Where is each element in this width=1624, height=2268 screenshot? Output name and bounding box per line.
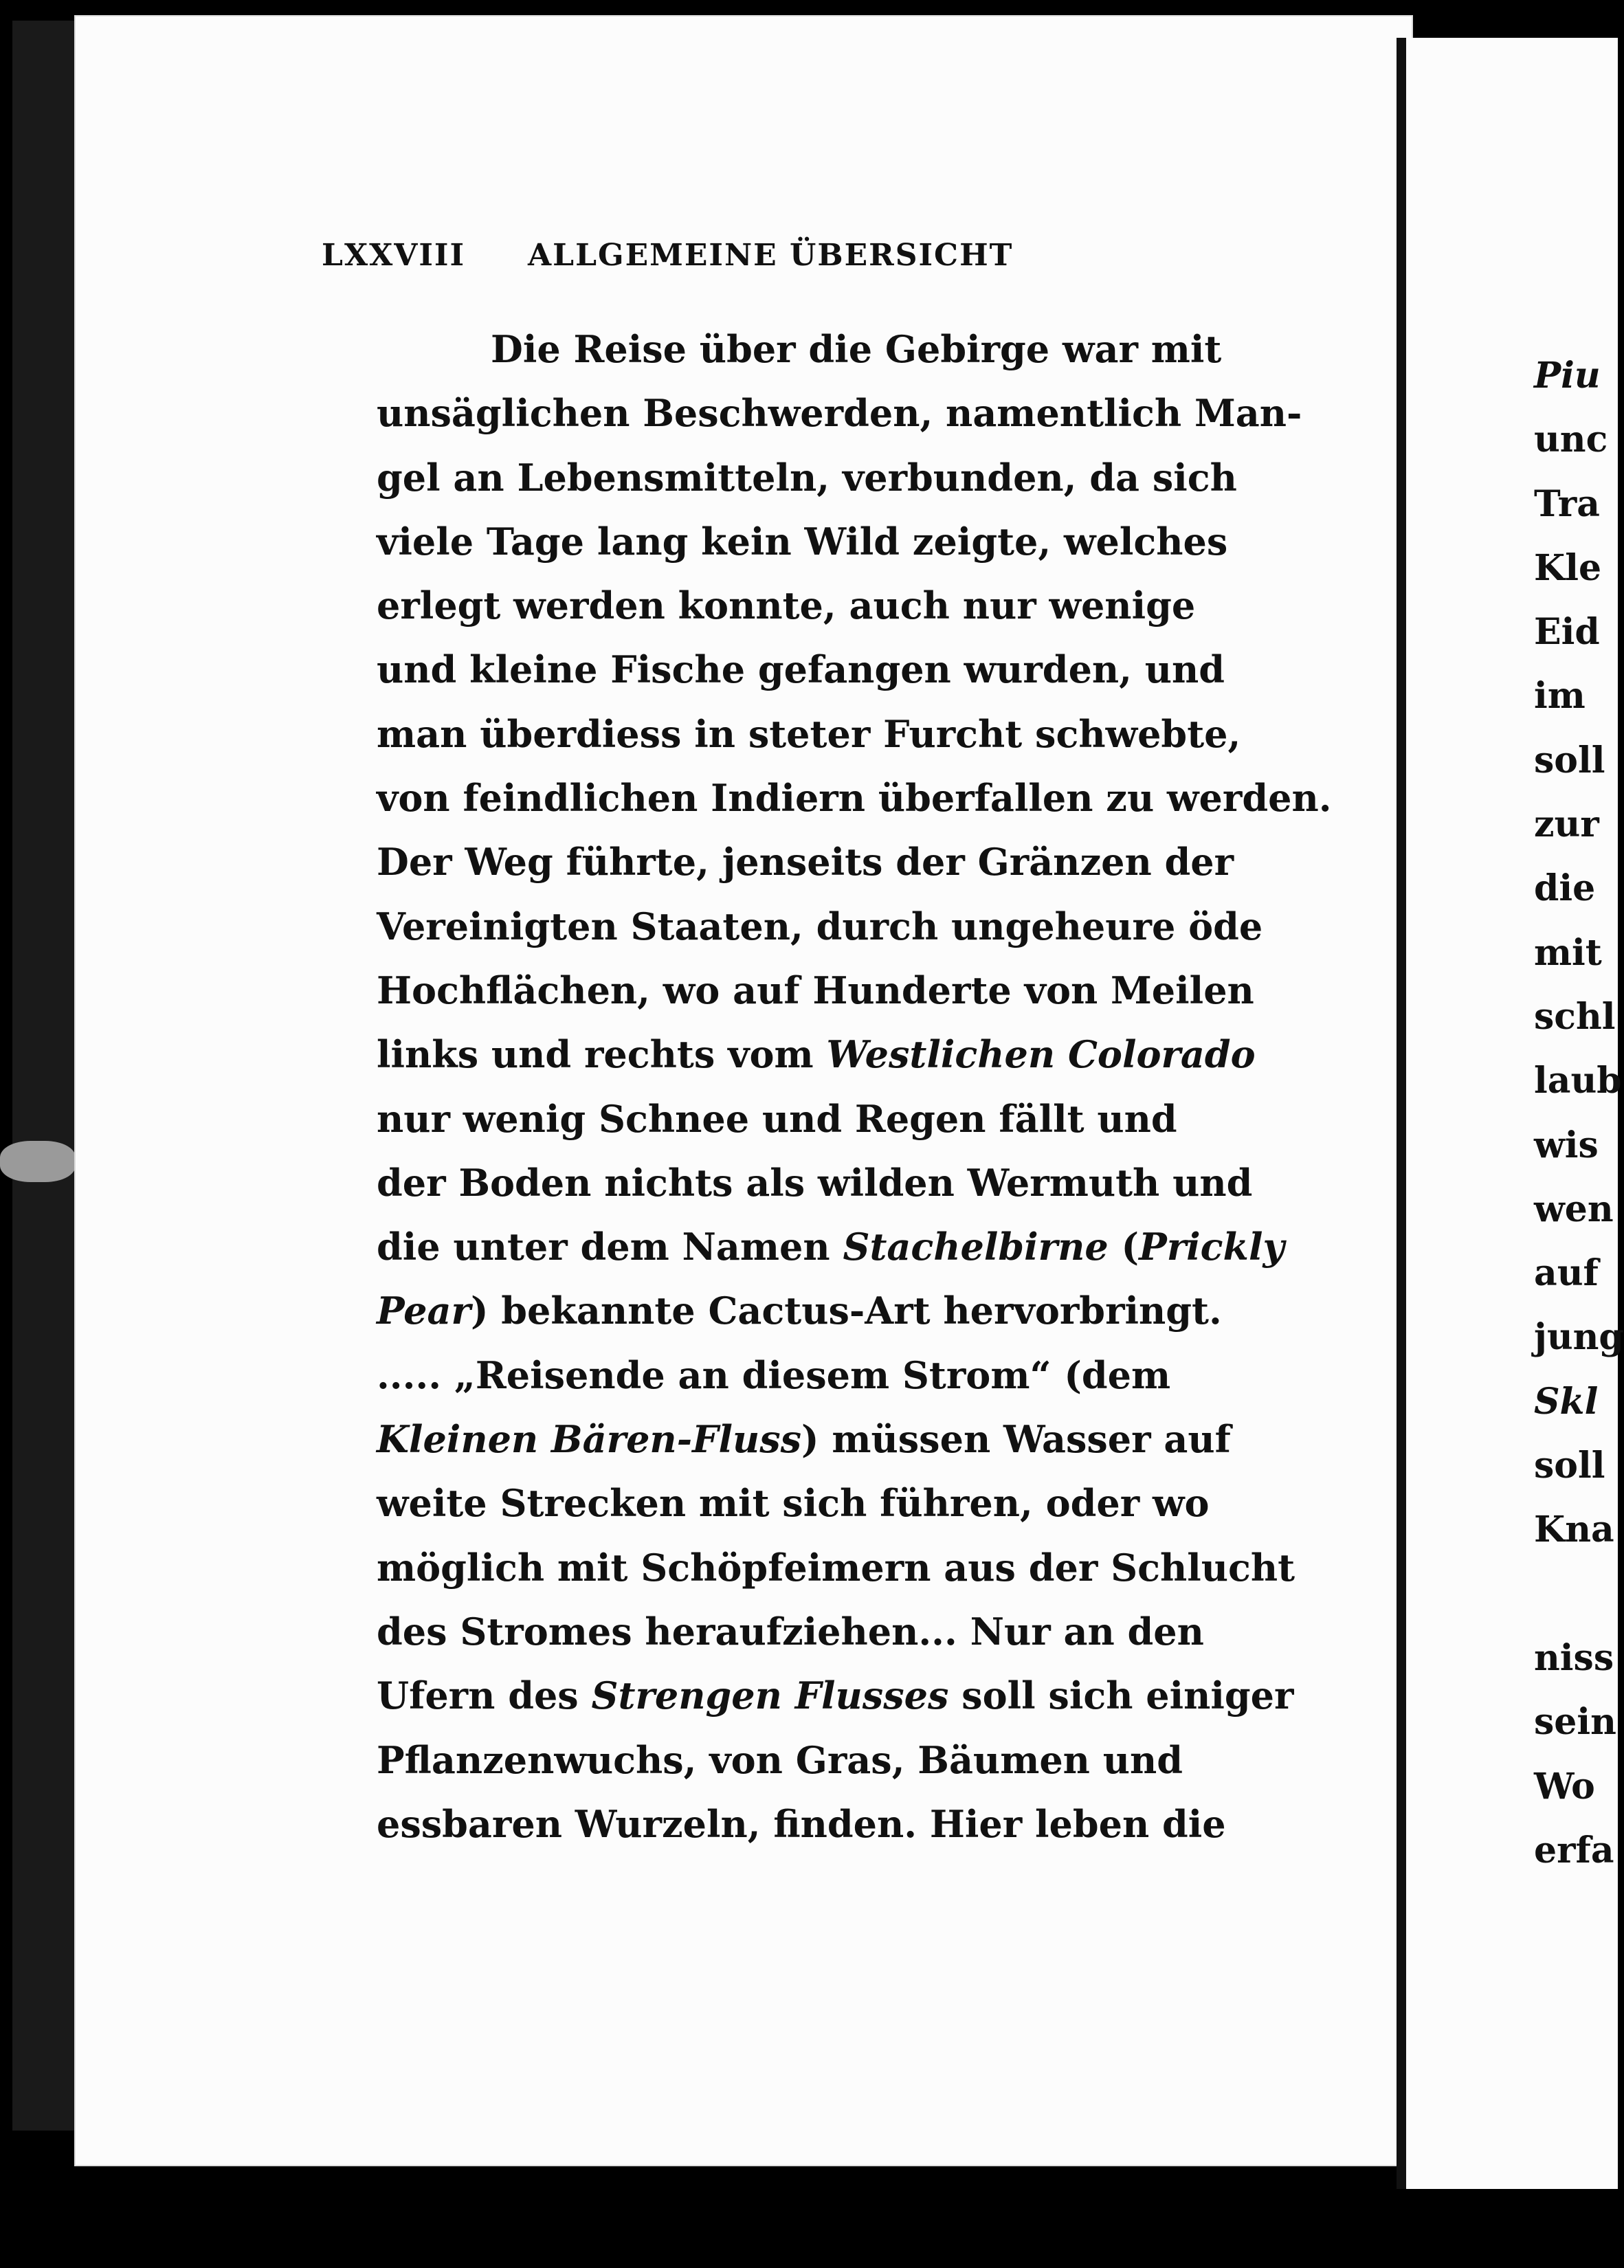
text-line: der Boden nichts als wilden Wermuth und (377, 1160, 1253, 1205)
text-line: nur wenig Schnee und Regen fällt und (377, 1096, 1177, 1141)
text-line: unsäglichen Beschwerden, namentlich Man- (377, 391, 1302, 436)
right-fragment: Tra (1534, 482, 1601, 525)
text-line: Hochflächen, wo auf Hunderte von Meilen (377, 968, 1254, 1012)
right-fragment: soll (1534, 739, 1605, 781)
text-line: die unter dem Namen Stachelbirne (Prickly (377, 1225, 1284, 1269)
right-paragraph-gap (1534, 1562, 1608, 1626)
right-fragment: niss (1534, 1636, 1614, 1679)
page-number: LXXVIII (322, 238, 466, 273)
right-fragment: wen (1534, 1188, 1614, 1230)
text-line: Der Weg führte, jenseits der Gränzen der (377, 840, 1234, 885)
running-head-title: ALLGEMEINE ÜBERSICHT (528, 238, 1014, 273)
right-fragment: laub (1534, 1060, 1622, 1102)
right-fragment: unc (1534, 419, 1608, 461)
text-line: Pear) bekannte Cactus-Art hervorbringt. (377, 1289, 1222, 1333)
text-line: des Stromes heraufziehen... Nur an den (377, 1609, 1204, 1654)
right-fragment: erfa (1534, 1829, 1614, 1871)
text-line: links und rechts vom Westlichen Colorado (377, 1032, 1256, 1077)
text-line: von feindlichen Indiern überfallen zu werden. (377, 776, 1332, 821)
text-line: essbaren Wurzeln, finden. Hier leben die (377, 1801, 1226, 1846)
text-line: man überdiess in steter Furcht schwebte, (377, 711, 1241, 756)
text-line: Die Reise über die Gebirge war mit (491, 327, 1222, 371)
right-fragment: Kna (1534, 1509, 1614, 1551)
text-line: Kleinen Bären-Fluss) müssen Wasser auf (377, 1417, 1231, 1462)
body-text (377, 318, 1332, 1856)
text-line: Ufern des Strengen Flusses soll sich einiger (377, 1674, 1294, 1718)
right-fragment: Kle (1534, 546, 1602, 589)
right-page-text (1534, 344, 1624, 1882)
right-fragment: Piu (1534, 355, 1601, 397)
right-fragment: soll (1534, 1445, 1605, 1487)
text-line: Pflanzenwuchs, von Gras, Bäumen und (377, 1737, 1183, 1782)
text-line: weite Strecken mit sich führen, oder wo (377, 1481, 1210, 1526)
right-fragment: die (1534, 867, 1596, 910)
text-line: viele Tage lang kein Wild zeigte, welches (377, 519, 1228, 564)
right-fragment: zur (1534, 803, 1599, 846)
text-line: möglich mit Schöpfeimern aus der Schlucht (377, 1545, 1295, 1590)
running-head (322, 238, 1091, 273)
right-fragment: sein (1534, 1701, 1616, 1744)
right-fragment: mit (1534, 931, 1602, 974)
right-fragment: Skl (1534, 1380, 1599, 1423)
right-fragment: Eid (1534, 611, 1600, 654)
spine-stain (0, 1141, 76, 1182)
text-line: und kleine Fische gefangen wurden, und (377, 647, 1225, 692)
right-fragment: wis (1534, 1124, 1599, 1166)
text-line: erlegt werden konnte, auch nur wenige (377, 583, 1196, 628)
right-fragment: auf (1534, 1252, 1599, 1295)
right-fragment: im (1534, 675, 1586, 718)
right-fragment: schl (1534, 995, 1616, 1038)
right-fragment: Wo (1534, 1765, 1595, 1808)
text-line: gel an Lebensmitteln, verbunden, da sich (377, 455, 1237, 500)
text-line: Vereinigten Staaten, durch ungeheure öde (377, 904, 1263, 948)
right-fragment: jung (1534, 1316, 1624, 1359)
text-line: ..... „Reisende an diesem Strom“ (dem (377, 1353, 1171, 1397)
